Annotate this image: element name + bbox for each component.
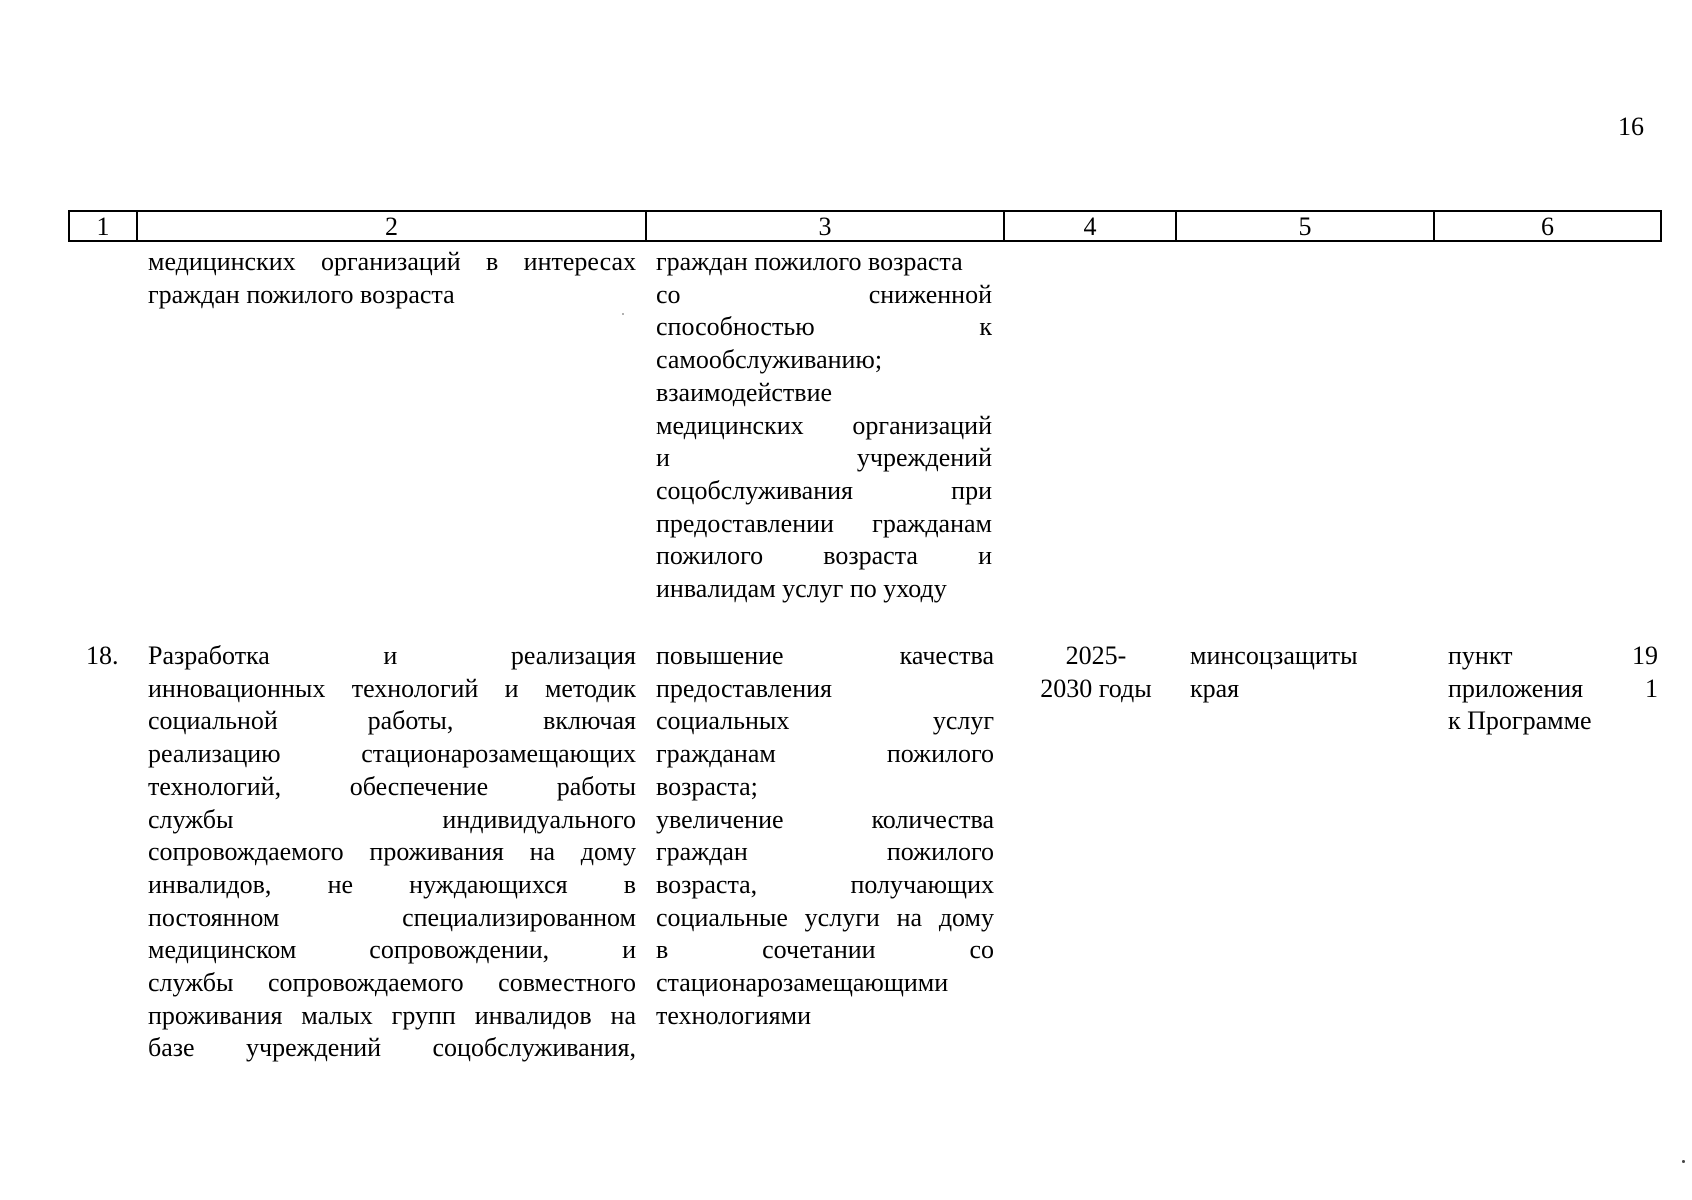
text-line: самообслуживанию; [656,345,883,375]
text-line: технологиями [656,1000,812,1030]
row-18-col5 [1190,640,1420,705]
scan-speck [1682,1160,1685,1163]
continued-row-col3 [656,246,992,606]
text-line: гражданам пожилого [656,739,994,769]
text-line: инвалидам услуг по уходу [656,574,947,604]
text-line: постоянном специализированном [148,902,636,932]
text-line: Разработка и реализация [148,641,636,670]
text-line: и учреждений [656,443,992,473]
text-line: приложения [1448,673,1584,703]
text-line: взаимодействие [656,377,833,407]
row-18-col2 [148,640,636,1065]
text-line: базе учреждений соцобслуживания, [148,1033,636,1063]
text-line: увеличение количества [656,804,994,834]
text-line: медицинских организаций в интересах [148,247,636,276]
text-line: края [1190,673,1240,703]
row-18-col6 [1448,640,1628,738]
text-line: повышение качества [656,641,994,670]
text-line: граждан пожилого возраста [656,247,963,276]
text-line: в сочетании со [656,935,994,965]
text-line: инвалидов, не нуждающихся в [148,869,636,899]
text-line: возраста, получающих [656,869,994,899]
row-18-col6-numbers [1618,640,1658,705]
header-col-3: 3 [645,212,1003,240]
text-line: возраста; [656,771,758,801]
row-18-col3 [656,640,994,1032]
continued-row-col2 [148,246,636,311]
page-number: 16 [1618,112,1644,141]
scan-speck [622,313,624,315]
text-line: соцобслуживания при [656,475,992,505]
text-line: сопровождаемого проживания на дому [148,837,636,867]
text-line: 2030 годы [1040,673,1152,703]
text-line: пожилого возраста и [656,541,992,571]
text-line: медицинском сопровождении, и [148,935,636,965]
header-col-2: 2 [136,212,645,240]
text-line: реализацию стационарозамещающих [148,739,636,769]
header-col-6: 6 [1433,212,1660,240]
text-line: способностью к [656,312,992,342]
text-line: медицинских организаций [656,410,992,440]
text-line: 19 [1632,641,1658,670]
header-col-4: 4 [1003,212,1175,240]
row-18-col4 [1018,640,1174,705]
text-line: технологий, обеспечение работы [148,771,636,801]
text-line: социальной работы, включая [148,706,636,736]
text-line: 1 [1645,673,1658,703]
text-line: граждан пожилого возраста [148,279,455,309]
text-line: предоставлении гражданам [656,508,992,538]
text-line: проживания малых групп инвалидов на [148,1000,636,1030]
text-line: пункт [1448,641,1513,670]
text-line: службы индивидуального [148,804,636,834]
table-header-row [68,210,1662,242]
text-line: инновационных технологий и методик [148,673,636,703]
text-line: со сниженной [656,279,992,309]
text-line: минсоцзащиты [1190,641,1358,670]
text-line: социальных услуг [656,706,994,736]
header-col-5: 5 [1175,212,1433,240]
text-line: стационарозамещающими [656,968,949,998]
text-line: службы сопровождаемого совместного [148,968,636,998]
row-18-number: 18. [86,641,119,670]
text-line: граждан пожилого [656,837,994,867]
text-line: 2025- [1065,641,1127,670]
header-col-1: 1 [96,212,110,241]
text-line: социальные услуги на дому [656,902,994,932]
text-line: к Программе [1448,706,1592,736]
text-line: предоставления [656,673,832,703]
